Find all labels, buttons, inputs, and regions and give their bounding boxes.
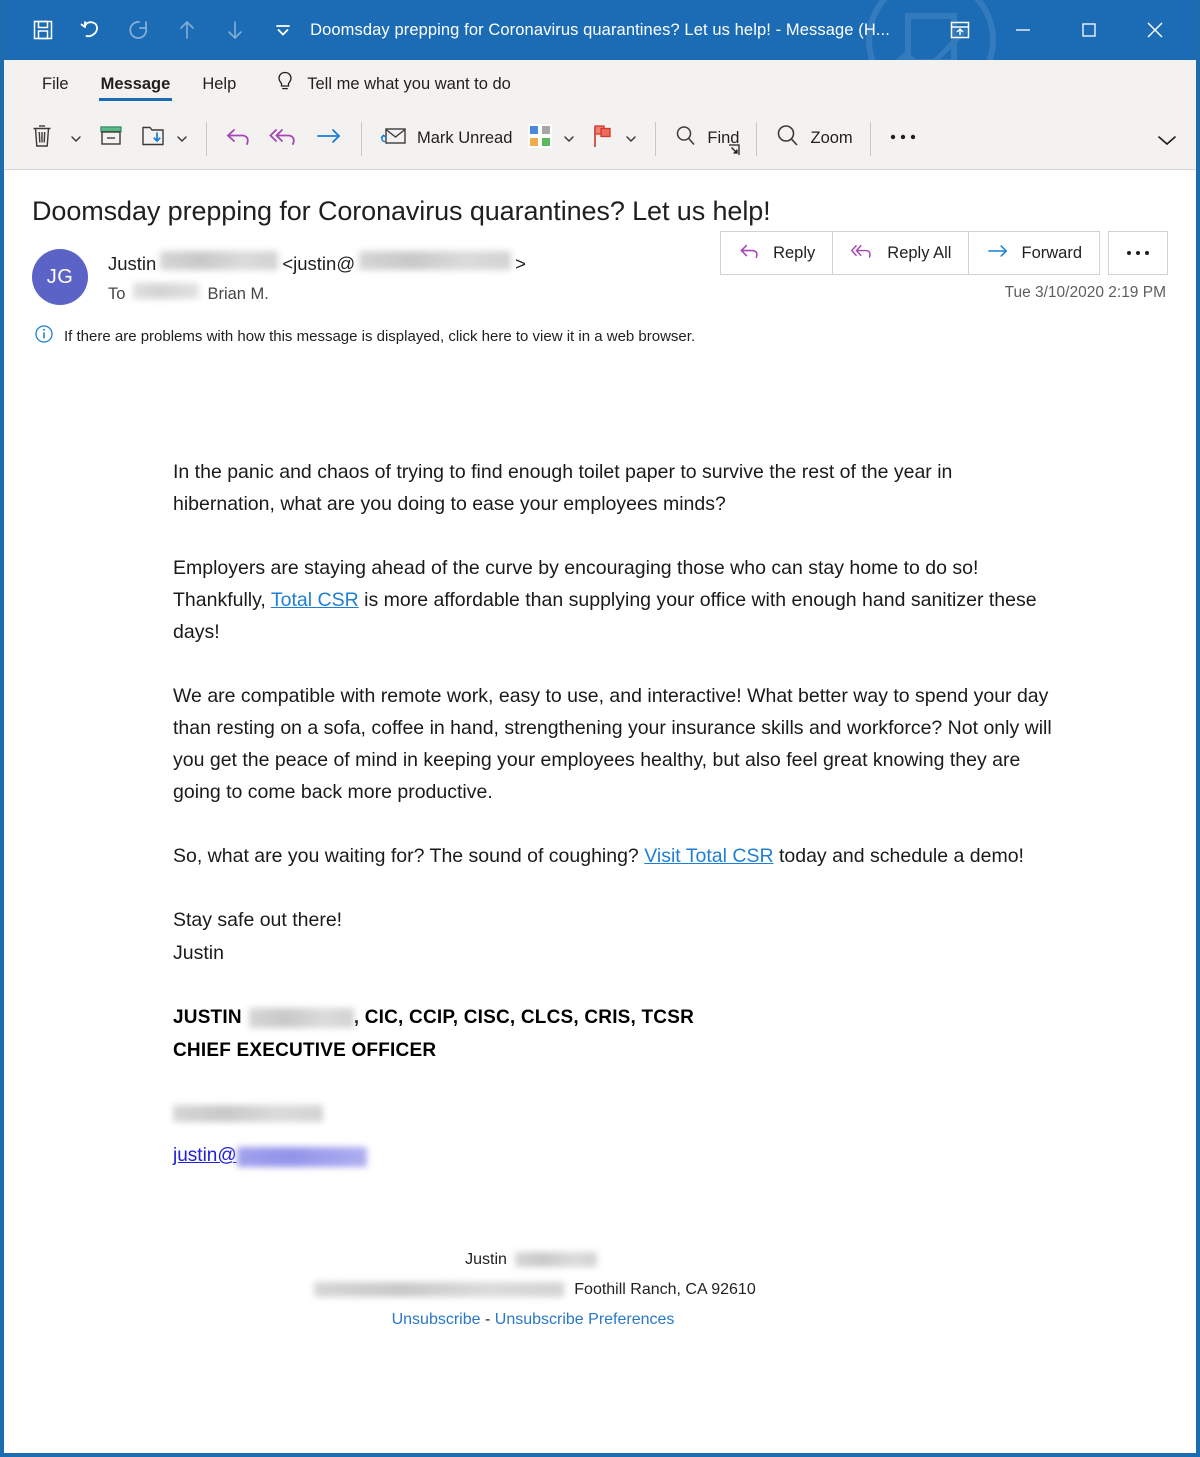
ribbon-display-options-icon[interactable] [930, 1, 990, 59]
mark-unread-label: Mark Unread [417, 129, 513, 147]
undo-icon[interactable] [74, 13, 108, 47]
signature-credentials: , CIC, CCIP, CISC, CLCS, CRIS, TCSR [353, 1007, 695, 1028]
close-icon[interactable] [1122, 1, 1188, 59]
mark-unread-envelope-icon [379, 123, 409, 154]
reading-pane [4, 170, 1196, 1335]
archive-button[interactable] [90, 116, 132, 162]
ribbon-toolbar [4, 108, 1196, 170]
from-line [108, 251, 526, 275]
mark-unread-button[interactable] [372, 116, 519, 162]
footer-address-line [28, 1275, 1038, 1305]
ribbon-divider [206, 122, 207, 156]
avatar: JG [32, 249, 88, 305]
ribbon-divider [870, 122, 871, 156]
find-label: Find [707, 129, 740, 147]
body-paragraph-2 [173, 552, 1053, 648]
body-paragraph-2-part-b: is more affordable than supplying your office with enough hand sanitizer these days! [173, 589, 1037, 643]
sender-first-name: Justin [108, 253, 157, 274]
ellipsis-icon [888, 129, 918, 148]
chevron-down-icon [624, 132, 638, 146]
follow-up-button[interactable] [583, 116, 645, 162]
footer-separator: - [484, 1311, 491, 1328]
window-controls [930, 1, 1196, 59]
delete-dropdown[interactable] [62, 116, 90, 162]
redacted-signature-last-name [249, 1008, 354, 1028]
reply-all-action-button[interactable] [832, 231, 969, 275]
collapse-ribbon-icon[interactable] [1154, 130, 1180, 150]
to-label: To [108, 285, 126, 303]
signoff-line-1: Stay safe out there! [173, 909, 343, 931]
reply-arrow-icon [224, 123, 254, 154]
delete-button[interactable] [22, 116, 62, 162]
body-paragraph-1: In the panic and chaos of trying to find enough toilet paper to survive the rest of the year in hibernation, what are you doing to ease your employees minds? [173, 461, 953, 515]
save-icon[interactable] [26, 13, 60, 47]
ribbon-divider [756, 122, 757, 156]
minimize-icon[interactable] [990, 1, 1056, 59]
tab-message[interactable]: Message [85, 60, 187, 108]
reply-all-arrow-icon [268, 123, 300, 154]
more-message-actions-button[interactable] [1108, 231, 1168, 275]
zoom-button[interactable] [767, 116, 859, 162]
ribbon-tabs [4, 60, 1196, 108]
zoom-label: Zoom [810, 129, 853, 147]
forward-button[interactable] [307, 116, 351, 162]
sender-email-prefix: <justin@ [282, 253, 356, 274]
archive-icon [97, 123, 125, 154]
signature-contact-block [173, 1105, 1088, 1167]
redacted-sender-last-name [160, 251, 278, 270]
body-paragraph-2-part-a: Employers are staying ahead of the curve by encouraging those who can stay home to do so! Thankfully, [173, 557, 979, 611]
maximize-icon[interactable] [1056, 1, 1122, 59]
categorize-icon [526, 122, 554, 155]
signature-first-name: JUSTIN [173, 1007, 242, 1028]
flag-icon [590, 122, 616, 155]
tell-me-search[interactable] [274, 70, 511, 99]
ellipsis-icon [1125, 244, 1151, 263]
title-bar [4, 0, 1196, 60]
signoff-line-2: Justin [173, 942, 224, 964]
next-item-icon[interactable] [218, 13, 252, 47]
footer-name: Justin [465, 1251, 507, 1268]
footer-city-state-zip: Foothill Ranch, CA 92610 [574, 1281, 756, 1298]
chevron-down-icon [69, 132, 83, 146]
info-icon [34, 324, 54, 348]
search-icon [673, 123, 699, 154]
tab-file[interactable]: File [42, 74, 69, 93]
message-timestamp: Tue 3/10/2020 2:19 PM [1004, 284, 1166, 301]
body-paragraph-4 [173, 840, 1053, 872]
signature-block [173, 1001, 1088, 1067]
more-commands-button[interactable] [881, 116, 925, 162]
sender-email-suffix: > [515, 253, 526, 274]
signature-title: CHIEF EXECUTIVE OFFICER [173, 1040, 437, 1061]
redacted-recipient [133, 283, 199, 299]
lightbulb-icon [274, 70, 296, 99]
total-csr-link[interactable]: Total CSR [270, 589, 359, 611]
to-line [108, 283, 526, 304]
unsubscribe-preferences-link[interactable]: Unsubscribe Preferences [494, 1311, 675, 1328]
message-subject: Doomsday prepping for Coronavirus quarantines? Let us help! [32, 196, 771, 226]
signature-email-link[interactable]: justin@ [173, 1145, 237, 1166]
message-body [28, 348, 1088, 1335]
redacted-footer-last-name [515, 1252, 597, 1267]
reply-all-action-label: Reply All [887, 243, 952, 262]
quick-access-toolbar [4, 13, 300, 47]
forward-action-label: Forward [1021, 243, 1082, 262]
chevron-down-icon [175, 132, 189, 146]
redacted-sender-domain [359, 251, 511, 270]
tell-me-label: Tell me what you want to do [307, 74, 511, 93]
tags-dialog-launcher-icon[interactable] [726, 142, 742, 158]
ribbon-divider [361, 122, 362, 156]
email-footer [28, 1245, 1038, 1335]
categorize-button[interactable] [519, 116, 583, 162]
chevron-down-icon [562, 132, 576, 146]
redacted-street-address [314, 1282, 564, 1297]
zoom-magnifier-icon [774, 122, 802, 155]
redacted-phone [173, 1105, 323, 1122]
redo-icon[interactable] [122, 13, 156, 47]
reply-all-arrow-icon [850, 241, 876, 266]
reply-arrow-icon [738, 241, 762, 266]
message-actions-row [721, 231, 1168, 275]
previous-item-icon[interactable] [170, 13, 204, 47]
visit-total-csr-link[interactable]: Visit Total CSR [644, 845, 774, 867]
body-paragraph-4-part-a: So, what are you waiting for? The sound of coughing? [173, 845, 645, 867]
window-title: Doomsday prepping for Coronavirus quarantines? Let us help! - Message (H... [310, 20, 890, 39]
trash-icon [29, 122, 55, 155]
reply-button[interactable] [217, 116, 261, 162]
web-view-info-text: If there are problems with how this message is displayed, click here to view it in a web browser. [64, 327, 696, 345]
sender-block [88, 249, 526, 305]
reply-all-button[interactable] [261, 116, 307, 162]
unsubscribe-link[interactable]: Unsubscribe [391, 1311, 481, 1328]
redacted-email-domain [237, 1147, 367, 1167]
message-header [28, 227, 1172, 305]
move-button[interactable] [132, 116, 196, 162]
ribbon-divider [655, 122, 656, 156]
forward-arrow-icon [986, 241, 1010, 266]
footer-name-line [28, 1245, 1038, 1275]
move-folder-icon [139, 122, 167, 155]
forward-action-button[interactable] [968, 231, 1100, 275]
body-paragraph-4-part-b: today and schedule a demo! [773, 845, 1024, 867]
reply-action-button[interactable] [720, 231, 833, 275]
web-view-info-bar[interactable] [28, 305, 1172, 348]
message-actions [721, 231, 1168, 302]
tab-help[interactable]: Help [202, 74, 237, 93]
recipient-name: Brian M. [207, 285, 269, 303]
signature-email-line [173, 1145, 1088, 1167]
footer-unsubscribe-line [28, 1305, 1038, 1335]
signature-name-line [173, 1001, 1088, 1034]
reply-action-label: Reply [773, 243, 816, 262]
forward-arrow-icon [314, 123, 344, 154]
body-paragraph-3: We are compatible with remote work, easy to use, and interactive! What better way to spend your day than resting on a sofa, coffee in hand, strengthening your insurance skills and workforce? Not only will you get the peace of mind in keeping your employees healthy, but also feel great knowing they are going to come back more productive. [173, 685, 1052, 803]
redacted-phone-line [173, 1105, 1088, 1123]
